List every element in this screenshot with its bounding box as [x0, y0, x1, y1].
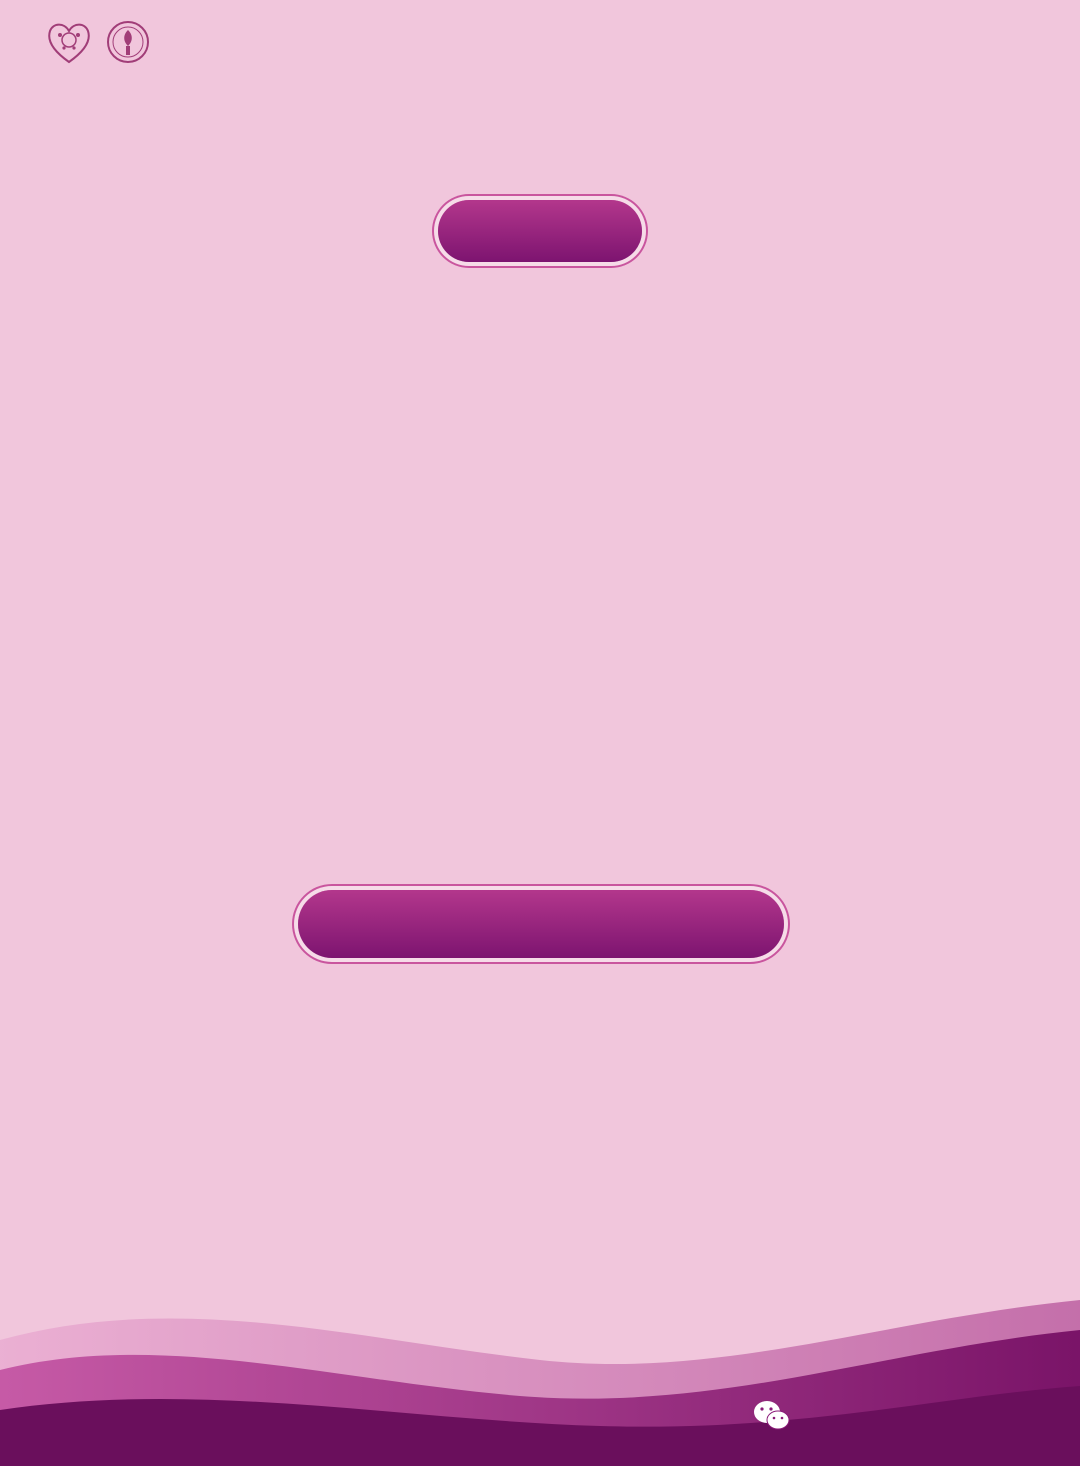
section-banner-grade-one — [438, 200, 642, 262]
school-emblem-icon — [106, 20, 150, 64]
section-banner-kindergarten — [298, 890, 784, 958]
school-logo — [46, 20, 176, 64]
wechat-icon — [752, 1398, 792, 1434]
heart-logo-icon — [46, 20, 92, 64]
footer-wave-decoration — [0, 1300, 1080, 1466]
